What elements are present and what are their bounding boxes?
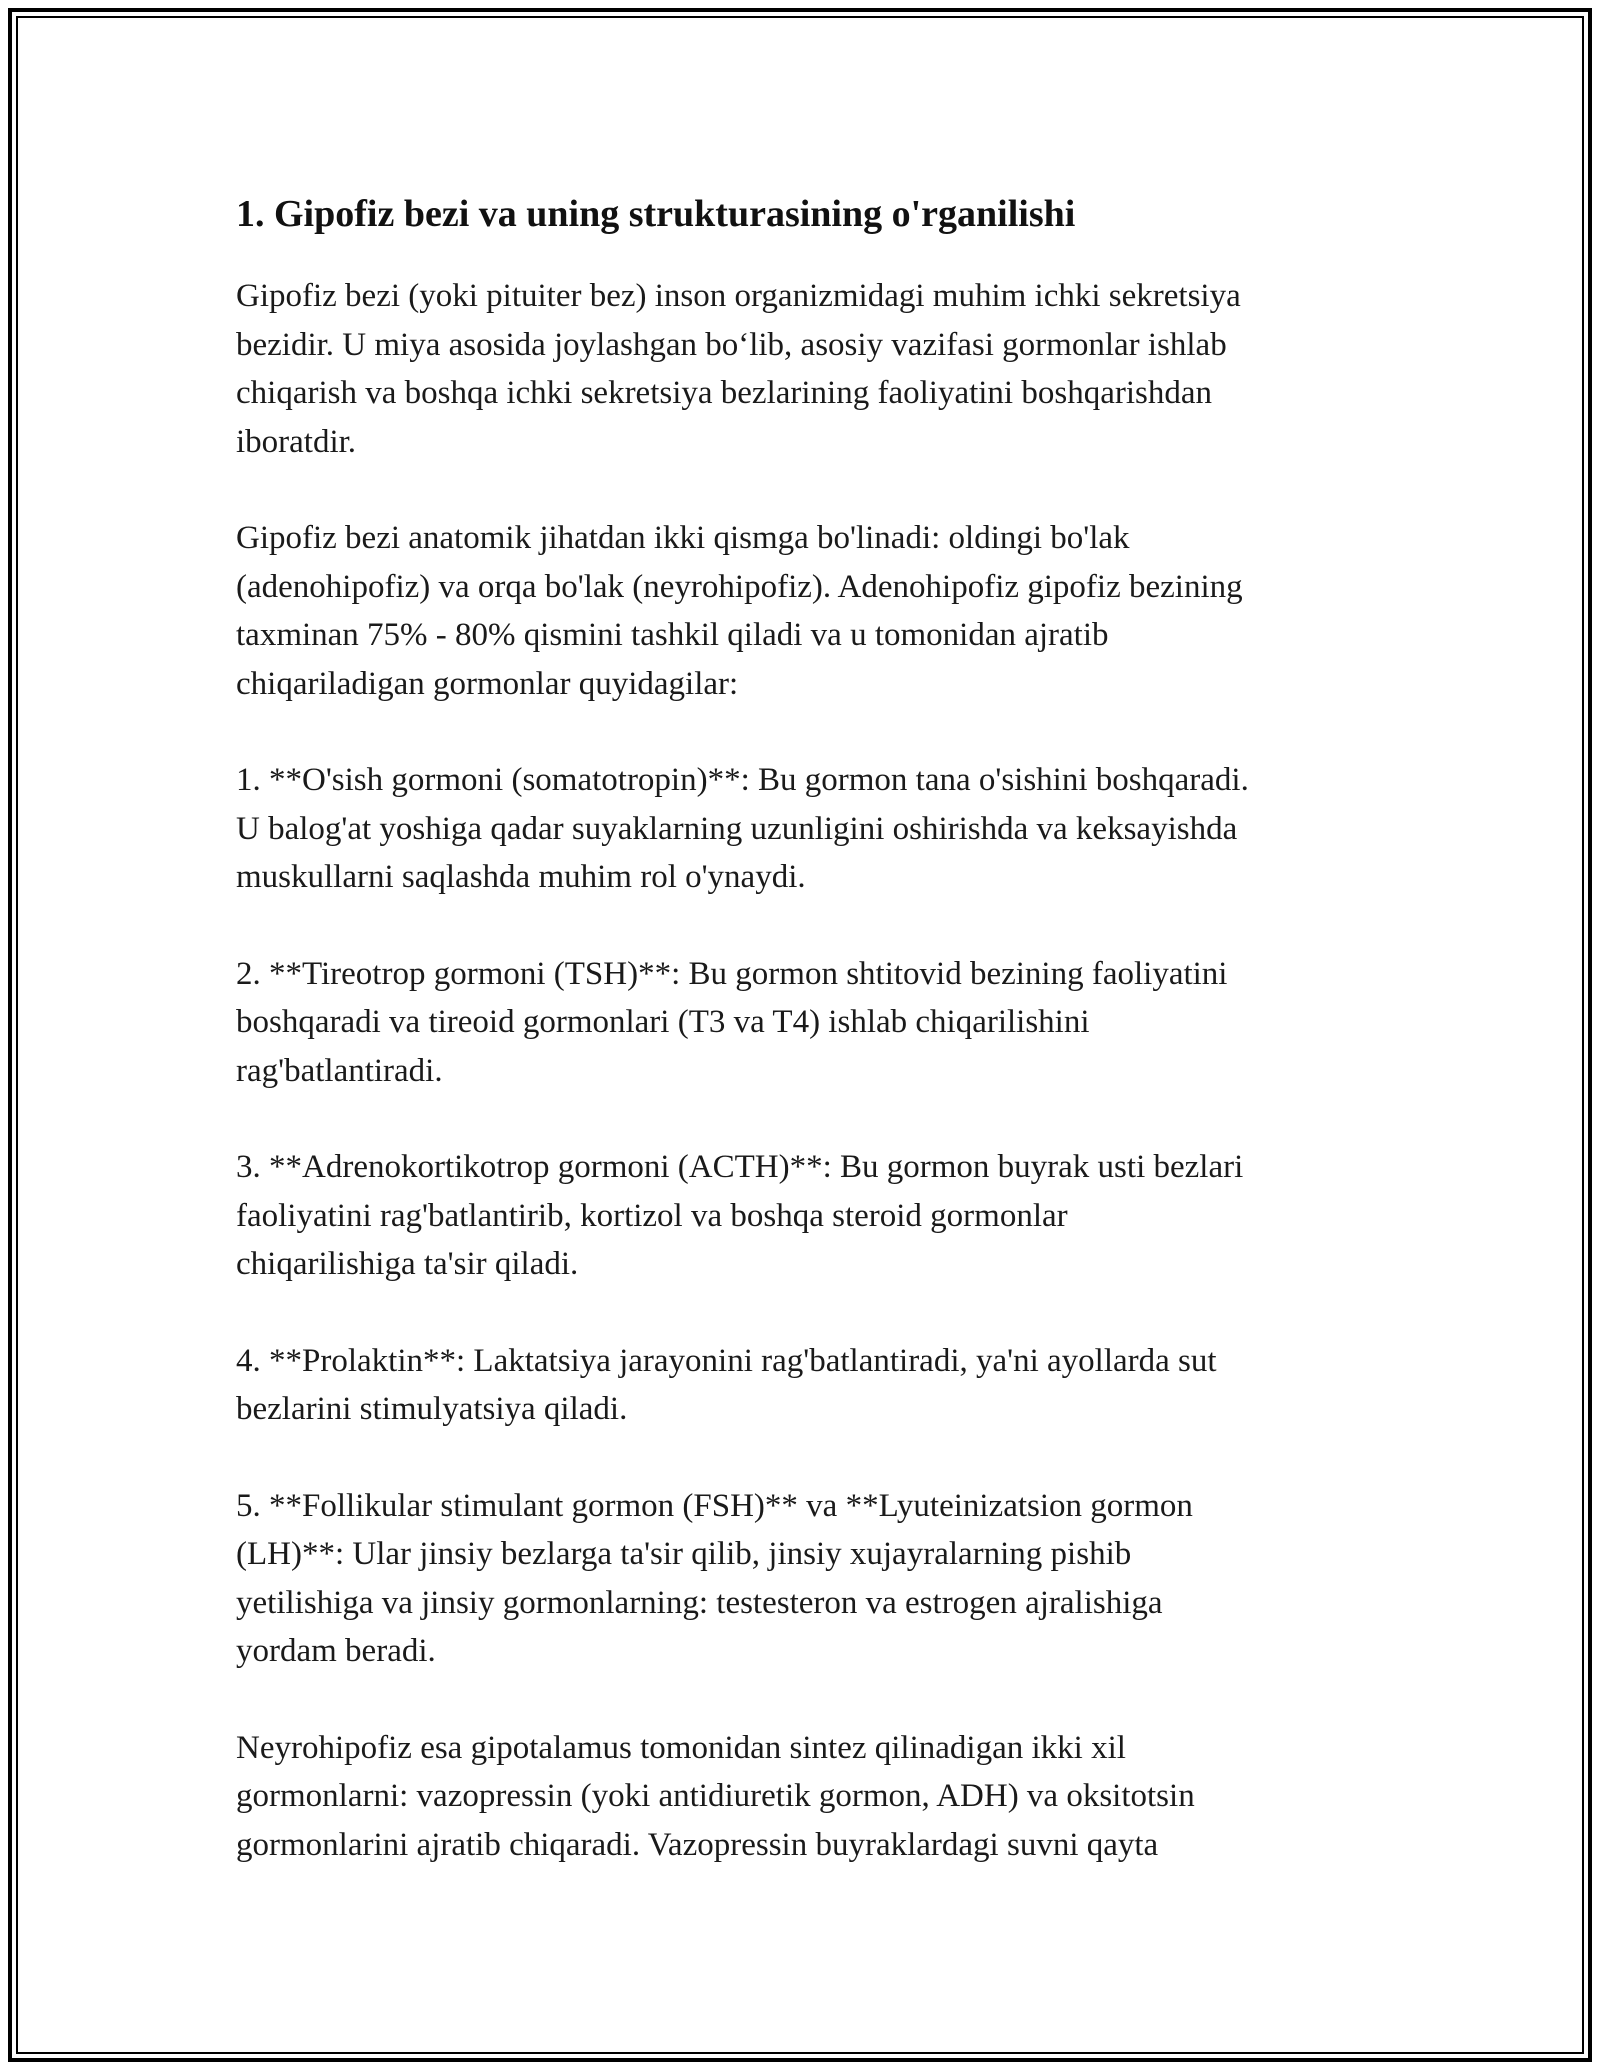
section-heading: 1. Gipofiz bezi va uning strukturasining o'rganilishi [236,193,1076,235]
paragraph-anatomy: Gipofiz bezi anatomik jihatdan ikki qismga bo'linadi: oldingi bo'lak (adenohipofiz) va orqa bo'lak (neyrohipofiz). Adenohipofiz gipofiz bezining taxminan 75% - 80% qismini tashkil qiladi va u tomonidan ajratib chiqariladigan gormonlar quyidagilar: [236,520,1243,702]
paragraph-intro: Gipofiz bezi (yoki pituiter bez) inson organizmidagi muhim ichki sekretsiya bezidir. U miya asosida joylashgan bo‘lib, asosiy vazifasi gormonlar ishlab chiqarish va boshqa ichki sekretsiya bezlarining faoliyatini boshqarishdan iboratdir. [236,278,1241,460]
list-item-tsh: 2. **Tireotrop gormoni (TSH)**: Bu gormon shtitovid bezining faoliyatini boshqaradi va tireoid gormonlari (T3 va T4) ishlab chiqarilishini rag'batlantiradi. [236,955,1228,1089]
list-item-prolactin: 4. **Prolaktin**: Laktatsiya jarayonini rag'batlantiradi, ya'ni ayollarda sut bezlarini stimulyatsiya qiladi. [236,1342,1217,1427]
list-item-growth-hormone: 1. **O'sish gormoni (somatotropin)**: Bu gormon tana o'sishini boshqaradi. U balog'at yoshiga qadar suyaklarning uzunligini oshirishda va keksayishda muskullarni saqlashda muhim rol o'ynaydi. [236,762,1249,895]
paragraph-neurohypophysis: Neyrohipofiz esa gipotalamus tomonidan sintez qilinadigan ikki xil gormonlarni: vazopressin (yoki antidiuretik gormon, ADH) va oksitotsin gormonlarini ajratib chiqaradi. Vazopressin buyraklardagi suvni qayta [236,1729,1195,1863]
list-item-fsh-lh: 5. **Follikular stimulant gormon (FSH)** va **Lyuteinizatsion gormon (LH)**: Ular jinsiy bezlarga ta'sir qilib, jinsiy xujayralarning pishib yetilishiga va jinsiy gormonlarning: testesteron va estrogen ajralishiga yordam beradi. [236,1487,1193,1669]
document-body [236,184,1366,1917]
list-item-acth: 3. **Adrenokortikotrop gormoni (ACTH)**: Bu gormon buyrak usti bezlari faoliyatini rag'batlantirib, kortizol va boshqa steroid gormonlar chiqarilishiga ta'sir qiladi. [236,1149,1244,1282]
